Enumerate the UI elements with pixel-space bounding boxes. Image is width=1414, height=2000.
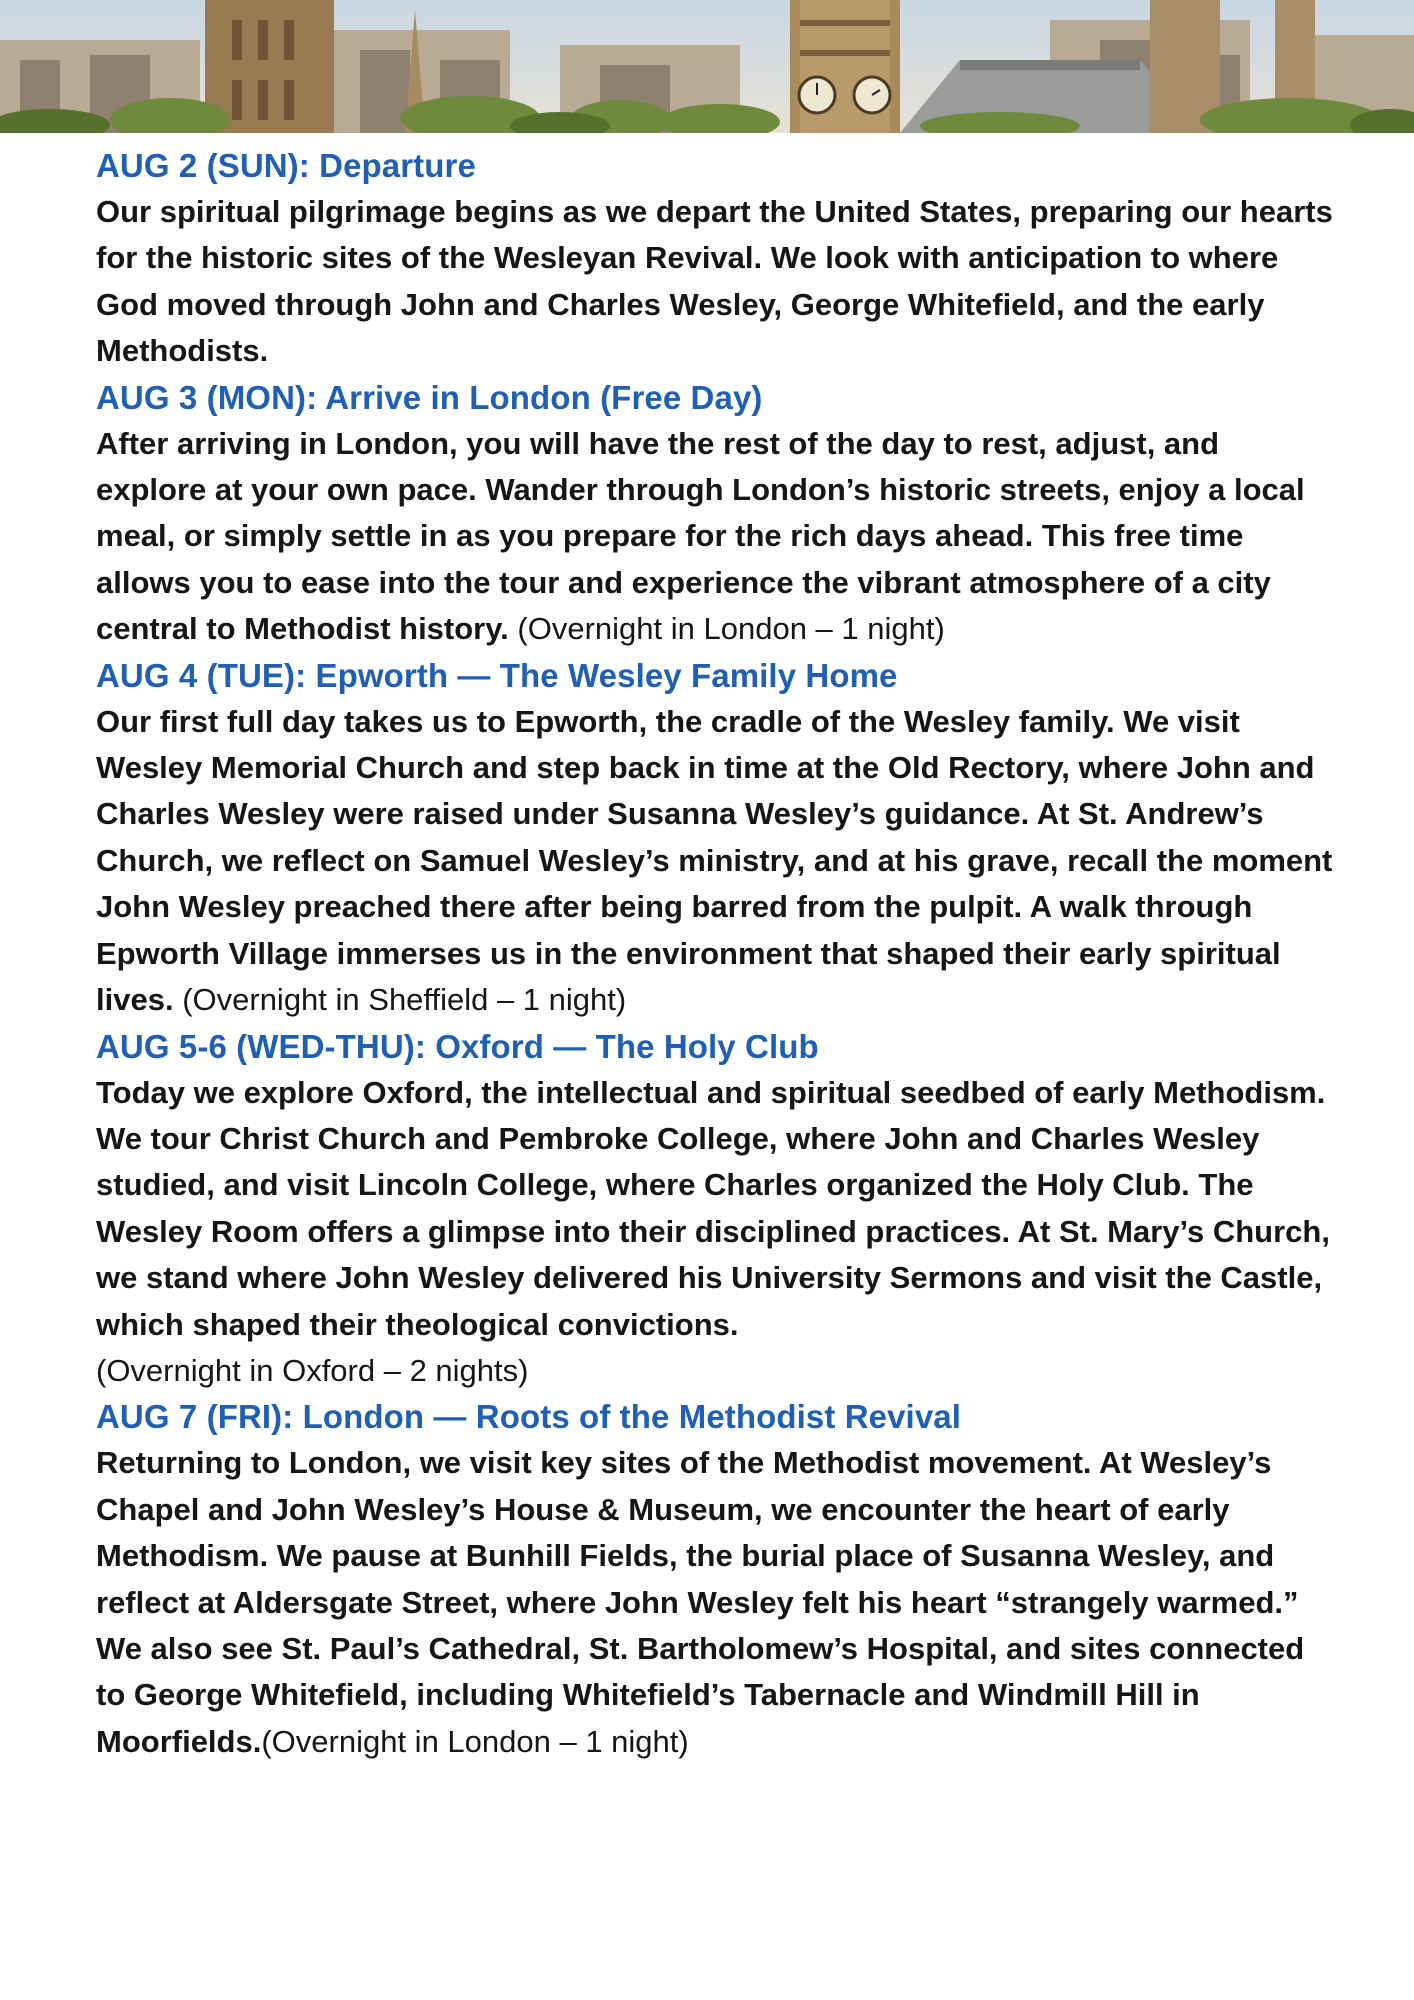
overnight-note: (Overnight in Oxford – 2 nights) [96, 1352, 529, 1388]
itinerary [96, 143, 1336, 1765]
day-aug-5-6 [96, 1024, 1336, 1395]
day-description [96, 1440, 1336, 1765]
overnight-note: (Overnight in Sheffield – 1 night) [182, 982, 627, 1018]
day-body-text: Returning to London, we visit key sites of the Methodist movement. At Wesley’s Chapel and John Wesley’s House & Museum, we encounter the heart of early Methodism. We pause at Bunhill Fields, the burial place of Susanna Wesley, and reflect at Aldersgate Street, where John Wesley felt his heart “strangely warmed.” We also see St. Paul’s Cathedral, St. Bartholomew’s Hospital, and sites connected to George Whitefield, including Whitefield’s Tabernacle and Windmill Hill in Moorfields. [96, 1445, 1305, 1759]
overnight-note: (Overnight in London – 1 night) [261, 1723, 689, 1759]
day-body-text: After arriving in London, you will have the rest of the day to rest, adjust, and explore at your own pace. Wander through London’s historic streets, enjoy a local meal, or simply settle in as you prepare for the rich days ahead. This free time allows you to ease into the tour and experience the vibrant atmosphere of a city central to Methodist history. [96, 425, 1305, 647]
day-aug-4 [96, 653, 1336, 1024]
day-title: AUG 3 (MON): Arrive in London (Free Day) [96, 378, 763, 416]
day-description [96, 421, 1336, 653]
day-body-text: Our first full day takes us to Epworth, the cradle of the Wesley family. We visit Wesley Memorial Church and step back in time at the Old Rectory, where John and Charles Wesley were raised under Susanna Wesley’s guidance. At St. Andrew’s Church, we reflect on Samuel Wesley’s ministry, and at his grave, recall the moment John Wesley preached there after being barred from the pulpit. A walk through Epworth Village immerses us in the environment that shaped their early spiritual lives. [96, 703, 1333, 1018]
day-title: AUG 7 (FRI): London — Roots of the Methodist Revival [96, 1398, 962, 1436]
day-body-text: Our spiritual pilgrimage begins as we depart the United States, preparing our hearts for the historic sites of the Wesleyan Revival. We look with anticipation to where God moved through John and Charles Wesley, George Whitefield, and the early Methodists. [96, 194, 1333, 369]
day-title: AUG 5-6 (WED-THU): Oxford — The Holy Club [96, 1027, 819, 1065]
day-description [96, 189, 1336, 375]
skyline-image [0, 0, 1414, 133]
day-description [96, 699, 1336, 1024]
day-description [96, 1070, 1336, 1395]
day-title: AUG 2 (SUN): Departure [96, 147, 476, 184]
day-title: AUG 4 (TUE): Epworth — The Wesley Family Home [96, 656, 898, 694]
day-aug-2 [96, 143, 1336, 375]
day-aug-7 [96, 1394, 1336, 1765]
day-body-text: Today we explore Oxford, the intellectual and spiritual seedbed of early Methodism. We tour Christ Church and Pembroke College, where John and Charles Wesley studied, and visit Lincoln College, where Charles organized the Holy Club. The Wesley Room offers a glimpse into their disciplined practices. At St. Mary’s Church, we stand where John Wesley delivered his University Sermons and visit the Castle, which shaped their theological convictions. [96, 1074, 1330, 1342]
london-skyline-banner [0, 0, 1414, 133]
day-aug-3 [96, 375, 1336, 653]
overnight-note: (Overnight in London – 1 night) [517, 611, 945, 647]
